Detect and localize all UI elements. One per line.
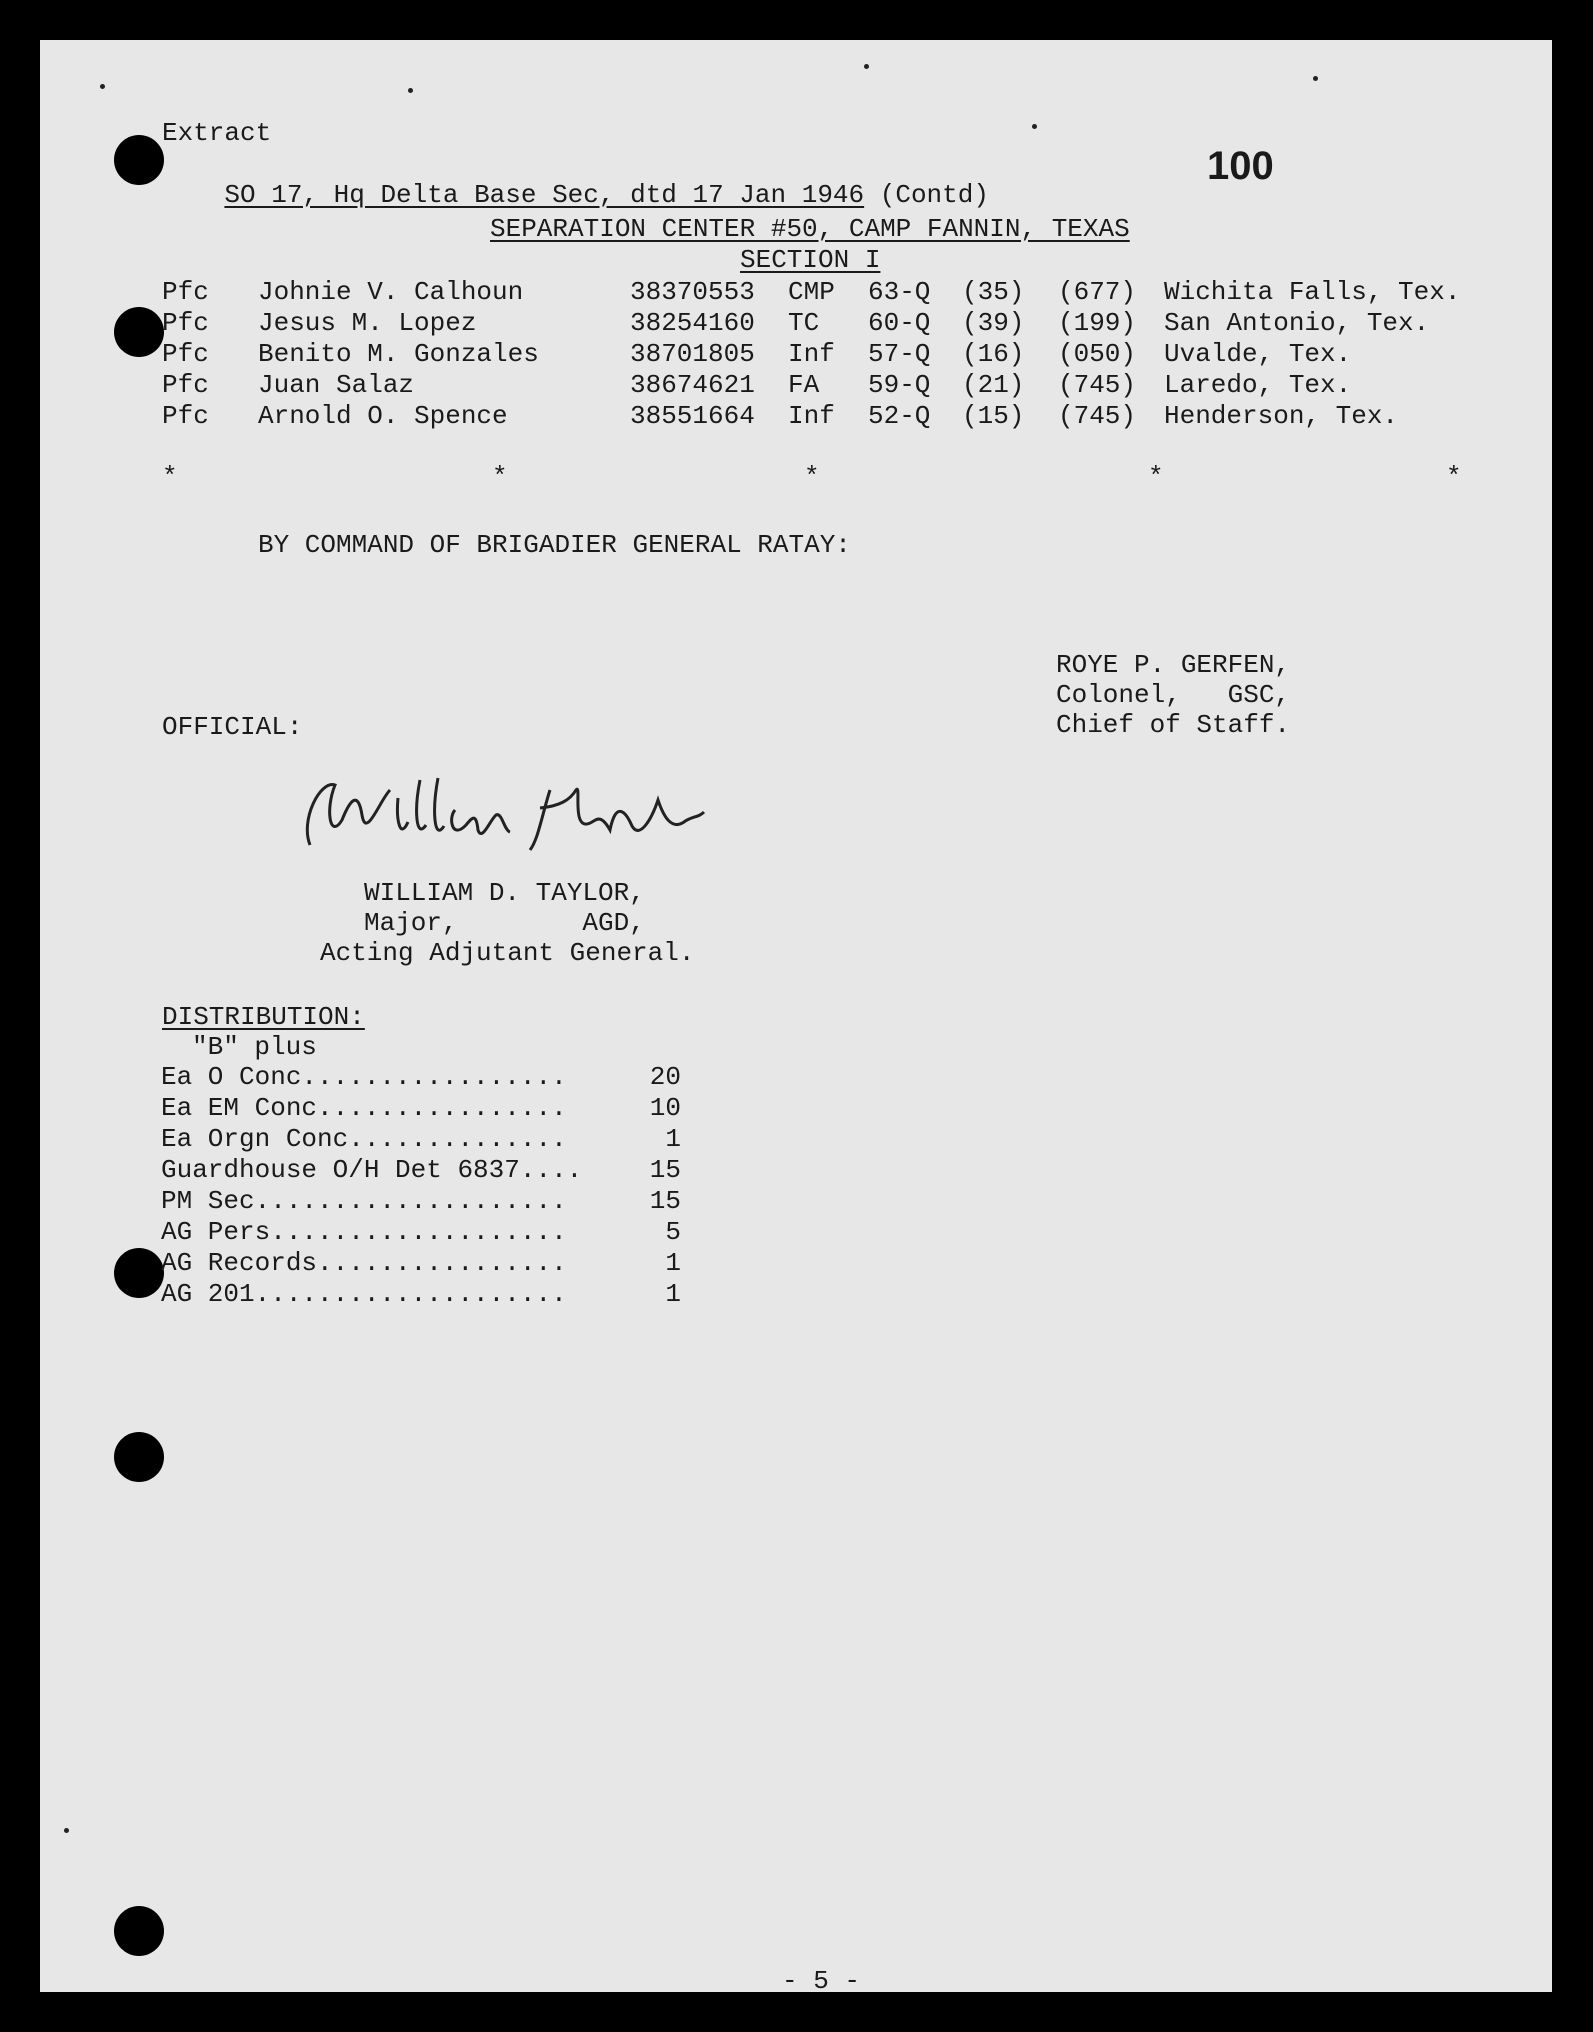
- soldier-n2: (677): [1058, 277, 1137, 307]
- distribution-item-count: 10: [649, 1093, 681, 1123]
- soldier-rank: Pfc: [162, 277, 209, 307]
- soldier-home: San Antonio, Tex.: [1164, 308, 1430, 338]
- soldier-n2: (199): [1058, 308, 1137, 338]
- soldier-row: [40, 401, 1552, 432]
- soldier-serial: 38254160: [630, 308, 755, 338]
- soldier-branch: CMP: [788, 277, 835, 307]
- soldier-rank: Pfc: [162, 308, 209, 338]
- scan-speck: [64, 1828, 69, 1833]
- distribution-item: [161, 1248, 681, 1279]
- scan-speck: [864, 64, 869, 69]
- separator-star: *: [492, 462, 508, 492]
- scan-speck: [100, 84, 105, 89]
- soldier-name: Arnold O. Spence: [258, 401, 508, 431]
- soldier-n1: (16): [962, 339, 1025, 369]
- distribution-item: [161, 1279, 681, 1310]
- scan-speck: [1313, 76, 1318, 81]
- soldier-n1: (15): [962, 401, 1025, 431]
- distribution-item-label: Ea O Conc.................: [161, 1062, 567, 1092]
- distribution-item-label: Guardhouse O/H Det 6837....: [161, 1155, 583, 1185]
- distribution-item: [161, 1093, 681, 1124]
- soldier-name: Juan Salaz: [258, 370, 415, 400]
- distribution-item: [161, 1124, 681, 1155]
- section-heading: SECTION I: [740, 245, 881, 275]
- distribution-item-count: 5: [665, 1217, 681, 1247]
- soldier-name: Jesus M. Lopez: [258, 308, 477, 338]
- distribution-item: [161, 1155, 681, 1186]
- soldier-code: 57-Q: [868, 339, 931, 369]
- extract-label: Extract: [162, 118, 272, 148]
- binder-hole: [114, 1432, 164, 1482]
- separator-star: *: [1446, 462, 1462, 492]
- distribution-item-label: AG Records................: [161, 1248, 567, 1278]
- chief-name: ROYE P. GERFEN,: [1056, 650, 1291, 680]
- soldier-serial: 38701805: [630, 339, 755, 369]
- soldier-home: Uvalde, Tex.: [1164, 339, 1352, 369]
- separator-star: *: [804, 462, 820, 492]
- soldier-name: Benito M. Gonzales: [258, 339, 539, 369]
- distribution-item-count: 1: [665, 1279, 681, 1309]
- distribution-sub: "B" plus: [192, 1032, 317, 1062]
- soldier-n2: (745): [1058, 401, 1137, 431]
- signature-text: William D. Taylor: [280, 760, 289, 761]
- soldier-name: Johnie V. Calhoun: [258, 277, 524, 307]
- chief-rank: Colonel, GSC,: [1056, 680, 1291, 710]
- soldier-code: 63-Q: [868, 277, 931, 307]
- soldier-branch: FA: [788, 370, 820, 400]
- distribution-item: [161, 1217, 681, 1248]
- soldier-n1: (35): [962, 277, 1025, 307]
- adjutant-title: Acting Adjutant General.: [320, 938, 695, 968]
- soldier-code: 59-Q: [868, 370, 931, 400]
- binder-hole: [114, 135, 164, 185]
- soldier-serial: 38674621: [630, 370, 755, 400]
- soldier-row: [40, 339, 1552, 370]
- soldier-home: Laredo, Tex.: [1164, 370, 1352, 400]
- soldier-branch: Inf: [788, 339, 835, 369]
- soldier-row: [40, 308, 1552, 339]
- center-title: SEPARATION CENTER #50, CAMP FANNIN, TEXAS: [490, 214, 1130, 244]
- distribution-item-label: Ea EM Conc................: [161, 1093, 567, 1123]
- chief-title: Chief of Staff.: [1056, 710, 1291, 740]
- soldier-row: [40, 370, 1552, 401]
- distribution-item-label: Ea Orgn Conc..............: [161, 1124, 567, 1154]
- scan-speck: [408, 88, 413, 93]
- soldier-serial: 38370553: [630, 277, 755, 307]
- distribution-item: [161, 1062, 681, 1093]
- binder-hole: [114, 1248, 164, 1298]
- soldier-rank: Pfc: [162, 370, 209, 400]
- soldier-n2: (745): [1058, 370, 1137, 400]
- distribution-item-count: 1: [665, 1124, 681, 1154]
- distribution-item-label: AG 201....................: [161, 1279, 567, 1309]
- separator-star: *: [1148, 462, 1164, 492]
- footer-page-number: - 5 -: [782, 1966, 861, 1996]
- order-reference-text: SO 17, Hq Delta Base Sec, dtd 17 Jan 1946: [224, 180, 865, 210]
- soldier-n1: (39): [962, 308, 1025, 338]
- adjutant-rank: Major, AGD,: [364, 908, 645, 938]
- soldier-code: 52-Q: [868, 401, 931, 431]
- soldier-rank: Pfc: [162, 401, 209, 431]
- signature-graphic: [280, 760, 760, 860]
- distribution-item-label: PM Sec....................: [161, 1186, 567, 1216]
- distribution-item-label: AG Pers...................: [161, 1217, 567, 1247]
- soldier-branch: Inf: [788, 401, 835, 431]
- document-page: [40, 40, 1552, 1996]
- binder-hole: [114, 1906, 164, 1956]
- distribution-heading: DISTRIBUTION:: [162, 1002, 365, 1032]
- scan-speck: [1032, 124, 1037, 129]
- soldier-row: [40, 277, 1552, 308]
- distribution-item: [161, 1186, 681, 1217]
- official-label: OFFICIAL:: [162, 712, 303, 742]
- soldier-n1: (21): [962, 370, 1025, 400]
- soldier-rank: Pfc: [162, 339, 209, 369]
- distribution-item-count: 1: [665, 1248, 681, 1278]
- distribution-item-count: 15: [649, 1155, 681, 1185]
- soldier-serial: 38551664: [630, 401, 755, 431]
- soldier-code: 60-Q: [868, 308, 931, 338]
- adjutant-name: WILLIAM D. TAYLOR,: [364, 878, 645, 908]
- page-number: 100: [1207, 144, 1274, 188]
- soldier-home: Wichita Falls, Tex.: [1164, 277, 1461, 307]
- soldier-branch: TC: [788, 308, 820, 338]
- soldier-n2: (050): [1058, 339, 1137, 369]
- contd-label: (Contd): [879, 180, 989, 210]
- distribution-item-count: 15: [649, 1186, 681, 1216]
- distribution-item-count: 20: [649, 1062, 681, 1092]
- command-line: BY COMMAND OF BRIGADIER GENERAL RATAY:: [258, 530, 851, 560]
- separator-star: *: [162, 462, 178, 492]
- soldier-home: Henderson, Tex.: [1164, 401, 1399, 431]
